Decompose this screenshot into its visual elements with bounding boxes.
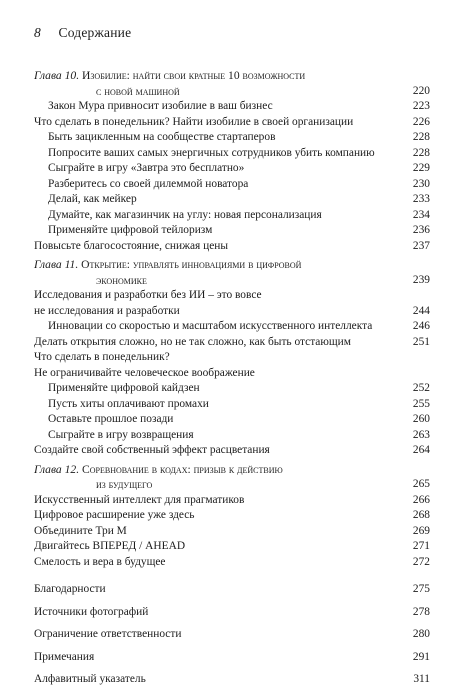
chapter-11-heading-line2[interactable] bbox=[34, 273, 430, 289]
chapter-page: 220 bbox=[412, 84, 430, 97]
toc-entry[interactable]: Повысьте благосостояние, снижая цены 237 bbox=[34, 239, 430, 252]
chapter-title-line2: из будущего bbox=[96, 478, 153, 491]
toc-entry-line2[interactable]: Не ограничивайте человеческое воображение bbox=[34, 366, 255, 379]
chapter-page: 265 bbox=[412, 478, 430, 490]
toc-entry-photo-credits[interactable]: Источники фотографий 278 bbox=[34, 605, 430, 618]
toc-entry[interactable]: Разберитесь со своей дилеммой новатора 230 bbox=[48, 177, 430, 190]
page-number: 8 bbox=[34, 25, 41, 40]
toc-entry[interactable]: Искусственный интеллект для прагматиков 266 bbox=[34, 493, 430, 506]
toc-entry[interactable]: Инновации со скоростью и масштабом искусственного интеллекта 246 bbox=[48, 320, 430, 332]
chapter-title-line2: экономике bbox=[96, 273, 147, 287]
chapter-title-line2: с новой машиной bbox=[96, 84, 180, 98]
chapter-title: Изобилие: найти свои кратные 10 возможности bbox=[82, 69, 306, 82]
toc-entry[interactable]: Смелость и вера в будущее 272 bbox=[34, 555, 430, 568]
chapter-label: Глава 11. bbox=[34, 258, 79, 271]
toc-entry[interactable]: Думайте, как магазинчик на углу: новая персонализация 234 bbox=[48, 208, 430, 221]
toc-entry[interactable]: Создайте свой собственный эффект расцветания 264 bbox=[34, 444, 430, 456]
toc-entry-index[interactable]: Алфавитный указатель 311 bbox=[34, 673, 430, 685]
toc-entry[interactable]: Объедините Три М 269 bbox=[34, 524, 430, 537]
toc-entry[interactable]: Попросите ваших самых энергичных сотрудников убить компанию 228 bbox=[48, 146, 430, 159]
toc-entry[interactable]: Что сделать в понедельник? Найти изобилие в своей организации 226 bbox=[34, 115, 430, 128]
toc-entry[interactable]: Закон Мура привносит изобилие в ваш бизнес 223 bbox=[48, 100, 430, 112]
chapter-page: 239 bbox=[412, 273, 430, 286]
chapter-title: Соревнование в кодах: призыв к действию bbox=[82, 462, 283, 476]
toc-entry[interactable]: Цифровое расширение уже здесь 268 bbox=[34, 509, 430, 521]
toc-entry[interactable]: Исследования и разработки без ИИ – это вовсе bbox=[34, 289, 262, 301]
toc-entry[interactable]: Что сделать в понедельник? bbox=[34, 351, 170, 363]
chapter-label: Глава 12. bbox=[34, 462, 80, 476]
toc-entry[interactable]: Делать открытия сложно, но не так сложно, как быть отстающим 251 bbox=[34, 335, 430, 348]
chapter-11-heading[interactable] bbox=[34, 257, 430, 273]
toc-entry-line2[interactable]: не исследования и разработки 244 bbox=[34, 304, 430, 317]
chapter-label: Глава 10. bbox=[34, 69, 80, 82]
toc-entry-notes[interactable]: Примечания 291 bbox=[34, 650, 430, 663]
toc-entry[interactable]: Применяйте цифровой тейлоризм 236 bbox=[48, 224, 430, 236]
header-title: Содержание bbox=[58, 25, 132, 40]
chapter-12-heading[interactable] bbox=[34, 462, 430, 478]
chapter-10-heading-line2[interactable] bbox=[34, 84, 430, 100]
back-matter bbox=[34, 582, 430, 688]
toc-entry[interactable]: Быть зацикленным на сообществе стартаперов 228 bbox=[48, 131, 430, 143]
table-of-contents bbox=[34, 66, 430, 688]
toc-entry[interactable]: Двигайтесь ВПЕРЕД / AHEAD 271 bbox=[34, 540, 430, 552]
toc-entry[interactable]: Делай, как мейкер 233 bbox=[48, 193, 430, 205]
toc-entry[interactable]: Сыграйте в игру «Завтра это бесплатно» 229 bbox=[48, 162, 430, 174]
toc-entry-acknowledgements[interactable]: Благодарности 275 bbox=[34, 583, 430, 595]
toc-entry[interactable]: Применяйте цифровой кайдзен 252 bbox=[48, 382, 430, 394]
toc-entry[interactable]: Пусть хиты оплачивают промахи 255 bbox=[48, 397, 430, 410]
running-header bbox=[34, 25, 131, 41]
chapter-12-heading-line2[interactable] bbox=[34, 477, 430, 493]
toc-entry[interactable]: Сыграйте в игру возвращения 263 bbox=[48, 428, 430, 441]
chapter-title: Открытие: управлять инновациями в цифровой bbox=[81, 258, 302, 271]
chapter-10-heading[interactable] bbox=[34, 68, 430, 84]
toc-entry[interactable]: Оставьте прошлое позади 260 bbox=[48, 413, 430, 425]
toc-entry-disclaimer[interactable]: Ограничение ответственности 280 bbox=[34, 628, 430, 640]
